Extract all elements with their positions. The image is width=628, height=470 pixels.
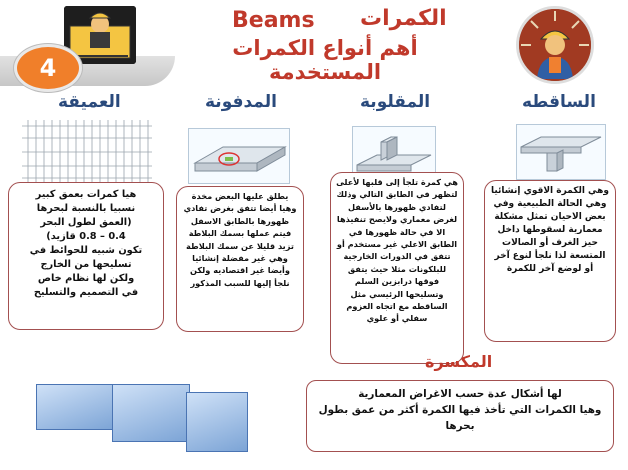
title-arabic: الكمرات bbox=[360, 6, 447, 31]
heading-ameeqa: العميقة bbox=[58, 92, 121, 112]
madfoona-description: يطلق عليها البعض مخدة وهيا أيضا تتفق بغرض تفادي ظهورها بالطابق الاسفل فيتم عملها بسمك البلاطة تزيد قليلا عن سمك البلاطة وهي غير مفضلة إنشائيا وأيضا غير اقتصاديه ولكن نلجأ إليها للسبب المذكور bbox=[176, 186, 304, 332]
deep-beam-image bbox=[18, 116, 156, 188]
ameeqa-line: 0.4 – 0.8 قازيد) bbox=[46, 231, 126, 242]
title-english: Beams bbox=[232, 8, 315, 33]
ameeqa-description bbox=[8, 182, 164, 330]
maksora-heading: المكسرة bbox=[425, 352, 493, 371]
ameeqa-line: نسبيا بالنسبة لبحرها bbox=[36, 203, 136, 214]
heading-madfoona: المدفونة bbox=[205, 92, 277, 112]
engineer-icon bbox=[516, 6, 594, 84]
slide-number: 4 bbox=[39, 54, 57, 82]
broken-beam-block-1 bbox=[36, 384, 116, 430]
ameeqa-line: هيا كمرات بعمق كبير bbox=[35, 189, 137, 200]
slide-number-badge bbox=[14, 44, 82, 92]
heading-maqlooba: المقلوبة bbox=[360, 92, 431, 112]
ameeqa-line: (العمق لطول البحر bbox=[40, 217, 132, 228]
ameeqa-line: ولكن لها نظام خاص bbox=[37, 273, 135, 284]
drop-beam-image bbox=[516, 124, 606, 180]
heading-saqta: الساقطه bbox=[522, 92, 596, 112]
broken-beam-block-2 bbox=[112, 384, 190, 442]
broken-beam-block-3 bbox=[186, 392, 248, 452]
ameeqa-line: في التصميم والتسليح bbox=[33, 287, 139, 298]
hidden-beam-image bbox=[188, 128, 290, 184]
maksora-description bbox=[306, 380, 614, 452]
maksora-line-1: لها أشكال عدة حسب الاغراض المعمارية bbox=[358, 388, 562, 400]
ameeqa-line: تسليحها من الخارج bbox=[40, 259, 132, 270]
saqta-description: وهي الكمرة الاقوي إنشائيا وهي الحالة الطبيعية وفي بعض الاحيان تمثل مشكلة معمارية لسقوطها داخل حيز الغرف أو الصالات المتسعة لذا نلجأ لنوع آخر أو لوضع آخر للكمرة bbox=[484, 180, 616, 342]
maksora-line-2: وهيا الكمرات التي تأخذ فيها الكمرة أكثر من عمق بطول بحرها bbox=[318, 404, 602, 432]
subtitle: أهم أنواع الكمرات المستخدمة bbox=[232, 36, 418, 84]
ameeqa-line: تكون شبيه للحوائط في bbox=[29, 245, 143, 256]
maqlooba-description: هي كمرة تلجأ إلى قلبها لأعلى لتظهر في الطابق التالي وذلك لتفادي ظهورها بالأسفل لغرض معماري ولايصح تنفيذها الا في حالة ظهورها في الطابق الاعلي غير مستخدم أو تتفق في الدورات الخارجية للبلكونات مثلا حيث يتفق فوقها درابزين السلم وتسليحها الرئيسي مثل الساقطه مع اتجاه العزوم سفلي أو علوي bbox=[330, 172, 464, 364]
